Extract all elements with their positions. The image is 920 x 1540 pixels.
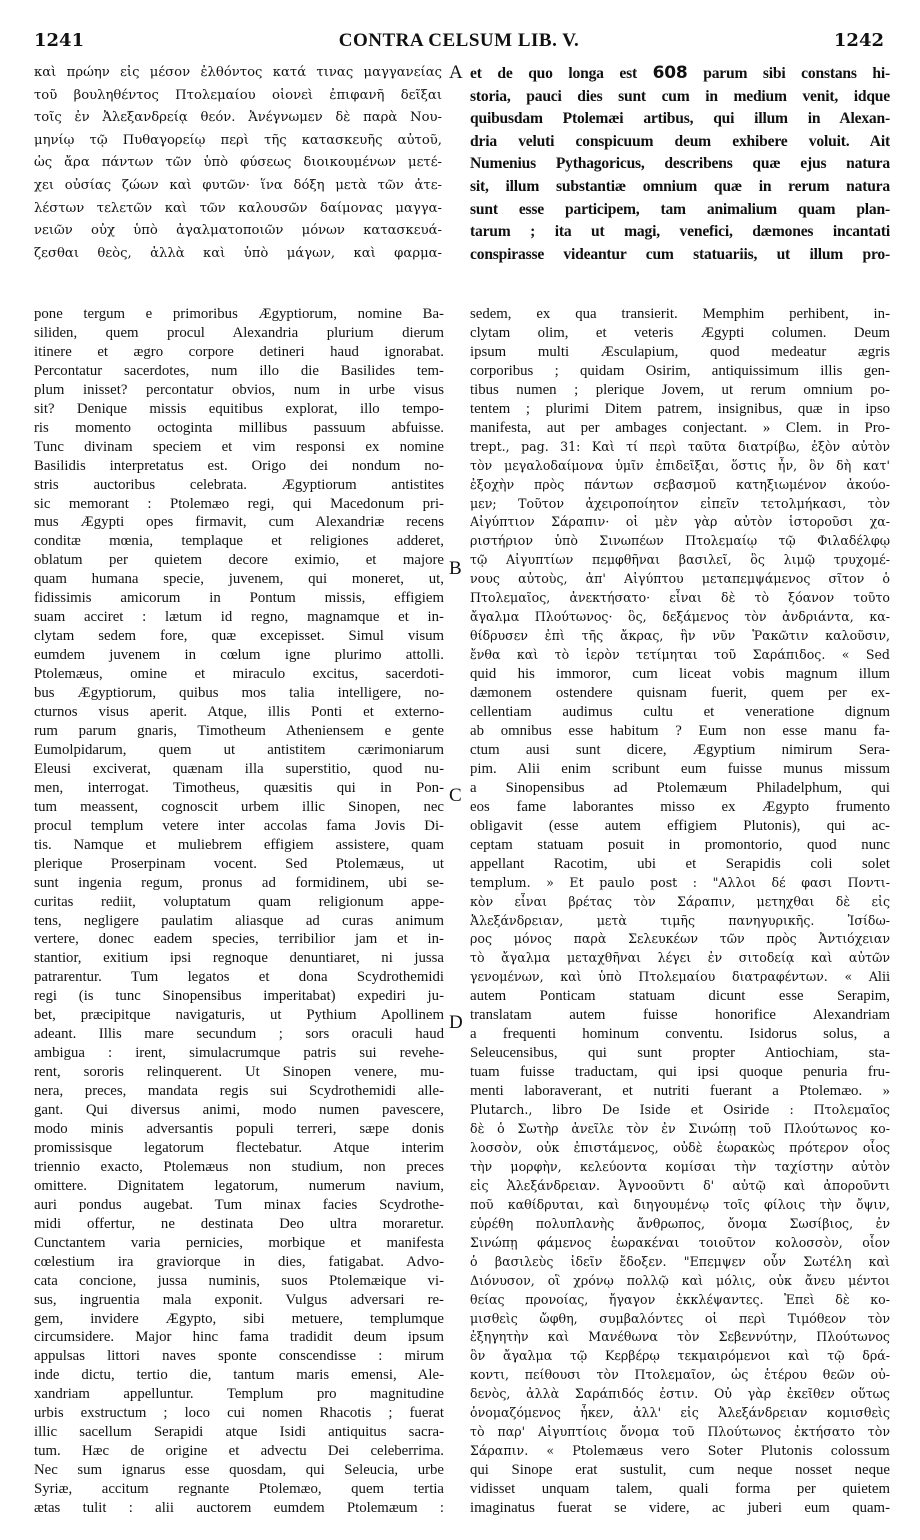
greek-line: τοῦ βουληθέντος Πτολεμαίου οἱονεὶ ἐπιφανῆ δεῖξαι <box>34 87 442 103</box>
latin-line-start: et de quo longa est <box>470 65 638 82</box>
note-line: adeant. Illis mare secundum ; sors oraculi haud <box>34 1026 444 1043</box>
latin-line: quibusdam Ptolemæi artibus, qui illum in Alexan- <box>470 110 890 128</box>
note-line: tibus numen ; plerique Jovem, ut rerum omnium po- <box>470 381 890 398</box>
note-line: patrarentur. Tum legatos et dona Scydrothemidi <box>34 969 444 986</box>
note-line: μεν; Τοῦτον ἀχειροποίητον εἰπεῖν τετολμήκασι, τὸν <box>470 495 890 511</box>
note-line: bet, præcipitque navigaturis, ut Pythium Apollinem <box>34 1007 444 1024</box>
note-line: stantior, exitium ipsi regnoque denuntiaret, ni jussa <box>34 950 444 967</box>
note-line: itinere et ægro corpore detineri haud ignorabat. <box>34 343 444 360</box>
note-line: cata concione, jussa numinis, suos Ptolemæique vi- <box>34 1272 444 1289</box>
running-title: CONTRA CELSUM LIB. V. <box>338 30 580 51</box>
margin-letter-b: B <box>449 558 462 579</box>
note-line: λοσσὸν, οὐκ ἐπιστάμενος, οὐδὲ ἑωρακὼς πρότερον οἷος <box>470 1139 890 1155</box>
note-line: urbis exstructum ; loco cui nomen Rhacotis ; fuerat <box>34 1405 444 1422</box>
note-line: mus Ægypti opes firmavit, cum Alexandriæ recens <box>34 514 444 531</box>
note-line: promissisque legatorum flectebatur. Atque interim <box>34 1139 444 1156</box>
note-line: ab omnibus esse habitum ? Eum non esse manu fa- <box>470 722 890 739</box>
latin-line: tarum ; ita ut magi, venefici, dæmones incantati <box>470 223 890 241</box>
note-line: ætas tulit : alii auctorem eumdem Ptolemæum : <box>34 1500 444 1517</box>
note-line: stris auctoribus celebrata. Ægyptiorum antistites <box>34 476 444 493</box>
latin-line: sit, illum substantiæ omnium quæ in rerum natura <box>470 177 890 195</box>
note-line: manifesta, aut per ambages conjectant. » Clem. in Pro- <box>470 419 890 436</box>
note-line: xandriam appelluntur. Templum pro magnitudine <box>34 1386 444 1403</box>
note-line: θίδρυσεν ἐπὶ τῆς ἄκρας, ἣν νῦν Ῥακῶτιν καλοῦσιν, <box>470 628 890 644</box>
latin-line-end: parum sibi constans hi- <box>703 65 890 82</box>
note-line: circumsidere. Major hinc fama tradidit deum ipsum <box>34 1329 444 1346</box>
column-number-badge: 608 <box>652 63 688 83</box>
note-line: cellentiam audimus cultu et veneratione dignum <box>470 704 890 721</box>
note-line: a frequenti hominum conventu. Isidorus solus, a <box>470 1026 890 1043</box>
greek-line: λέστων τελετῶν καὶ τῶν καλουσῶν δαίμονας μαγγα- <box>34 200 442 216</box>
note-line: translatam autem fuisse honorifice Alexandriam <box>470 1007 890 1024</box>
note-line: Σινώπῃ φάμενος ἑωρακέναι τοιοῦτον κολοσσὸν, οἷον <box>470 1234 890 1250</box>
latin-translation-column <box>470 62 890 266</box>
note-line: inde dictu, tertio die, tantum maris emensi, Ale- <box>34 1367 444 1384</box>
note-line: τῷ Αἰγυπτίων πεμφθῆναι βασιλεῖ, ὃς λιμῷ τρυχομέ- <box>470 552 890 568</box>
note-line: Seleucensibus, qui sunt propter Antiochiam, sta- <box>470 1045 890 1062</box>
note-line: τὸν μεγαλοδαίμονα ὑμῖν ἐπιδεῖξαι, ὅστις ἦν, ὃν δὴ κατ' <box>470 457 890 473</box>
note-line: Basilidis interpretatus est. Origo dei nondum no- <box>34 457 444 474</box>
note-line: κὸν εἶναι βρέτας τὸν Σάραπιν, μετηχθαι δὲ εἰς <box>470 893 890 909</box>
greek-line: καὶ πρώην εἰς μέσον ἐλθόντος κατά τινας μαγγανείας <box>34 65 442 80</box>
note-line: ris momento octoginta millibus passuum abfuisse. <box>34 419 444 436</box>
note-line: a Sinopensibus ad Ptolemæum Philadelphum, qui <box>470 779 890 796</box>
note-line: Σάραπιν. « Ptolemæus vero Soter Plutonis colossum <box>470 1443 890 1459</box>
note-line: Διόνυσον, οἳ χρόνῳ πολλῷ καὶ μόλις, οὐκ ἄνευ μέντοι <box>470 1272 890 1288</box>
note-line: cœlestium ira graviorque in dies, fatigabat. Advo- <box>34 1253 444 1270</box>
note-line: τὸ παρ' Αἰγυπτίοις ὄνομα τοῦ Πλούτωνος ἐκτήσατο τὸν <box>470 1424 890 1440</box>
note-line: gem, invidere Ægypto, sibi metuere, templumque <box>34 1310 444 1327</box>
note-line: Αἰγύπτιον Σάραπιν· οἱ μὲν γὰρ αὐτὸν ἱστοροῦσι χα- <box>470 514 890 530</box>
note-line: plum inisset? percontatur obvios, num in urbe visus <box>34 381 444 398</box>
note-line: μισθεὶς ὤφθη, συμβαλόντες οἱ περὶ Τιμόθεον τὸν <box>470 1310 890 1326</box>
note-line: appulsas littori naves sponte conscendisse : mirum <box>34 1348 444 1365</box>
greek-line: νειῶν οὐχ ὑπὸ ἀγαλματοποιῶν μόνων κατασκευά- <box>34 223 442 239</box>
note-line: εὑρέθη πολυπλανὴς ἄνθρωπος, ὄνομα Σωσίβιος, ἐν <box>470 1215 890 1231</box>
notes-right-column <box>470 305 890 1518</box>
note-line: regi (is tunc Sinopensibus imperitabat) expediri ju- <box>34 988 444 1005</box>
latin-line: dria veluti conspicuum deum exhibere voluit. Ait <box>470 132 890 150</box>
greek-text-column <box>34 62 442 265</box>
note-line: conditæ mœnia, templaque et religiones adderet, <box>34 533 444 550</box>
note-line: τὸ ἄγαλμα μεταχθῆναι λέγει ἐν σιτοδείᾳ καὶ αὐτῶν <box>470 950 890 966</box>
note-line: Nec sum ignarus esse quosdam, qui Seleucia, urbe <box>34 1462 444 1479</box>
latin-line: sunt esse participem, tam animalium quam plan- <box>470 200 890 218</box>
note-line: Ptolemæus, omine et miraculo excitus, sacerdoti- <box>34 666 444 683</box>
note-line: quam humana specie, juvenem, qui moneret, ut, <box>34 571 444 588</box>
note-line: θείας προνοίας, ἤγαγον ἐκκλέψαντες. Ἐπεὶ δὲ κο- <box>470 1291 890 1307</box>
note-line: γενομένων, καὶ ὑπὸ Πτολεμαίου διατραφέντων. « Alii <box>470 969 890 985</box>
note-line: trept., pag. 31: Καὶ τί περὶ ταῦτα διατρίβω, ἐξὸν αὐτὸν <box>470 438 890 454</box>
note-line: tis. Namque et muliebrem effigiem assistere, quam <box>34 836 444 853</box>
note-line: clytam olim, et veteris Ægypti columen. Deum <box>470 324 890 341</box>
note-line: siliden, quem procul Alexandria plurium dierum <box>34 324 444 341</box>
note-line: illic sacellum Serapidi atque Isidi antiquitus sacra- <box>34 1424 444 1441</box>
note-line: sedem, ex qua transierit. Memphim perhibent, in- <box>470 306 890 322</box>
note-line: qui Sinope erat sustulit, cum neque nosset neque <box>470 1462 890 1479</box>
note-line: gant. Qui diversus animi, modo numen pavescere, <box>34 1102 444 1119</box>
note-line: ceptam statuam posuit in promontorio, quod nunc <box>470 836 890 853</box>
note-line: tum meassent, cognoscit urbem illic Sinopen, nec <box>34 798 444 815</box>
latin-line: storia, pauci dies sunt cum in medium venit, idque <box>470 87 890 105</box>
note-line: ὃν ἄγαλμα τῷ Κερβέρῳ τεκμαιρόμενοι καὶ τῷ δρά- <box>470 1348 890 1364</box>
note-line: ambigua : irent, simulacrumque patris sui revehe- <box>34 1045 444 1062</box>
note-line: curitas rediit, voluptatum quam religionum appe- <box>34 893 444 910</box>
note-line: ὁ βασιλεὺς ἰδεῖν ἔδοξεν. "Επεμψεν οὖν Σωτέλη καὶ <box>470 1253 890 1269</box>
note-line: tentem ; plurimi Ditem patrem, insignibus, quæ in ipso <box>470 400 890 417</box>
greek-line: ὡς ἄρα πάντων τῶν ὑπὸ φύσεως διοικουμένων μετέ- <box>34 155 442 171</box>
note-line: sit? Denique missis equitibus explorat, illo tempo- <box>34 400 444 417</box>
note-line: nera, preces, mandata regis sui Scydrothemidi alle- <box>34 1083 444 1100</box>
note-line: imaginatus fuerat se videre, ac juberi eum quam- <box>470 1500 890 1517</box>
note-line: ἐξοχὴν πρὸς πάντων σεβασμοῦ κατηξιωμένον ἀκούο- <box>470 476 890 492</box>
note-line: tum. Hæc de origine et advectu Dei celeberrima. <box>34 1443 444 1460</box>
note-line: ρος μόνος παρὰ Σελευκέων τῶν πρὸς Ἀντιόχειαν <box>470 931 890 947</box>
note-line: sus, ingruentia mala exponit. Vulgus adversari re- <box>34 1291 444 1308</box>
note-line: plerique Proserpinam vocent. Sed Ptolemæus, ut <box>34 855 444 872</box>
note-line: Tunc divinam speciem et vim responsi ex nomine <box>34 438 444 455</box>
latin-line: conspirasse videantur cum statuariis, ut illum pro- <box>470 245 890 263</box>
note-line: corporibus ; quidam Osirim, antiquissimum illis gen- <box>470 362 890 379</box>
latin-line: Numenius Pythagoricus, describens quæ ejus natura <box>470 155 890 173</box>
note-line: oblatum per quietem decore eximio, et majore <box>34 552 444 569</box>
note-line: modo minis adversantis populi terreri, sæpe donis <box>34 1120 444 1137</box>
note-line: ἐξηγητὴν καὶ Μανέθωνα τὸν Σεβεννύτην, Πλούτωνος <box>470 1329 890 1345</box>
note-line: ποῦ καθίδρυται, καὶ διηγουμένῳ τοῖς φίλοις τὴν ὄψιν, <box>470 1196 890 1212</box>
note-line: vidisset unquam talem, quali forma per quietem <box>470 1481 890 1498</box>
note-line: ctum ausi sunt dicere, Ægyptium nimirum Sera- <box>470 741 890 758</box>
page-number-left: 1241 <box>34 30 85 51</box>
note-line: pim. Alii enim scribunt eum fuisse munus missum <box>470 760 890 777</box>
latin-lines <box>470 86 890 267</box>
note-line: νους αὐτοὺς, ἀπ' Αἰγύπτου μεταπεμψάμενος σῖτον ὁ <box>470 571 890 587</box>
note-line: ριστήριον ὑπὸ Σινωπέων Πτολεμαίῳ τῷ Φιλαδέλφῳ <box>470 533 890 549</box>
note-line: templum. » Et paulo post : "Αλλοι δέ φασι Ποντι- <box>470 874 890 890</box>
greek-line: μηνίῳ τῷ Πυθαγορείῳ περὶ τῆς κατασκευῆς αὐτοῦ, <box>34 132 442 148</box>
note-line: triennio exacto, Ptolemæus non studium, non preces <box>34 1158 444 1175</box>
note-line: Percontatur sacerdotes, num illo die Basilides tem- <box>34 362 444 379</box>
greek-line: τοῖς ἐν Ἀλεξανδρείᾳ θεόν. Ἀνέγνωμεν δὲ παρὰ Νου- <box>34 110 442 126</box>
note-line: ipsum multi Æsculapium, quod medeatur ægris <box>470 343 890 360</box>
note-line: κοντι, πείθουσι τὸν Πτολεμαῖον, ὡς ἑτέρου θεῶν οὐ- <box>470 1367 890 1383</box>
note-line: sic memorant : Ptolemæo regi, qui Macedonum pri- <box>34 495 444 512</box>
note-line: auri pondus augebat. Tum minax facies Scydrothe- <box>34 1196 444 1213</box>
note-line: τὴν μορφὴν, κελεύοντα κομίσαι τὴν ταχίστην αὐτὸν <box>470 1158 890 1174</box>
note-line: omittere. Dignitatem legatorum, numerum navium, <box>34 1177 444 1194</box>
note-line: pone tergum e primoribus Ægyptiorum, nomine Ba- <box>34 306 444 322</box>
margin-letter-a: A <box>449 62 463 83</box>
note-line: Plutarch., libro De Iside et Osiride : Πτολεμαῖος <box>470 1102 890 1118</box>
note-line: rum parum gnaris, Timotheum Atheniensem e gente <box>34 722 444 739</box>
note-line: clytam sedem fore, quæ excepisset. Simul visum <box>34 628 444 645</box>
note-line: Syriæ, accitum regnante Ptolemæo, quem tertia <box>34 1481 444 1498</box>
greek-line: χει οὐσίας ζώων καὶ φυτῶν· ἵνα δόξη μετὰ τῶν ἀτε- <box>34 177 442 193</box>
note-line: autem Ponticam statuam dicunt esse Serapim, <box>470 988 890 1005</box>
note-line: eos fame laborantes misso ex Ægypto frumento <box>470 798 890 815</box>
greek-line: ζεσθαι θεὸς, ἀλλὰ καὶ ὑπὸ μάγων, καὶ φαρμα- <box>34 245 442 261</box>
note-line: Eumolpidarum, quem ut antistitem cærimoniarum <box>34 741 444 758</box>
note-line: appellant Racotim, ubi et Serapidis coli solet <box>470 855 890 872</box>
margin-letter-d: D <box>449 1012 463 1033</box>
note-line: δὲ ὁ Σωτὴρ ἀνεῖλε τὸν ἐν Σινώπῃ τοῦ Πλούτωνος κο- <box>470 1120 890 1136</box>
margin-letter-c: C <box>449 785 462 806</box>
note-line: obligavit (esse autem effigiem Plutonis), qui ac- <box>470 817 890 834</box>
note-line: δενὸς, ἀλλὰ Σαράπιδός ἐστιν. Οὐ γὰρ ἐκεῖθεν οὕτως <box>470 1386 890 1402</box>
latin-line <box>470 62 890 86</box>
note-line: ἔνθα καὶ τὸ ἱερὸν τετίμηται τοῦ Σαράπιδος. « Sed <box>470 647 890 663</box>
note-line: tuam fuisse traductam, qui ipsi quoque penuria fru- <box>470 1064 890 1081</box>
note-line: Πτολεμαῖος, ἀνεκτήσατο· εἶναι δὲ τὸ ξόανον τοῦτο <box>470 590 890 606</box>
note-line: quid his immoror, cum liceat vobis magnum illum <box>470 666 890 683</box>
note-line: εἰς Ἀλεξάνδρειαν. Ἀγνοοῦντι δ' αὐτῷ καὶ ἀποροῦντι <box>470 1177 890 1193</box>
note-line: dæmonem ostendere quisnam fuerit, quem per ex- <box>470 685 890 702</box>
note-line: ὀνομαζόμενος ἧκεν, ἀλλ' εἰς Ἀλεξάνδρειαν κομισθεὶς <box>470 1405 890 1421</box>
note-line: rent, sororis relinquerent. Ut Sinopen venere, mu- <box>34 1064 444 1081</box>
page-number-right: 1242 <box>833 30 884 51</box>
note-line: suam acciret : lætum id regno, magnamque et in- <box>34 609 444 626</box>
note-line: Eleusi exciverat, quænam illa superstitio, quod nu- <box>34 760 444 777</box>
notes-left-column <box>34 305 444 1518</box>
note-line: Ἀλεξάνδρειαν, μετὰ τιμῆς πανηγυρικῆς. Ἰσίδω- <box>470 912 890 928</box>
note-line: tens, negligere paulatim aliasque ad curas animum <box>34 912 444 929</box>
note-line: fidissimis amicorum in Pontum missis, effigiem <box>34 590 444 607</box>
note-line: sunt ingenia regum, pronus ad formidinem, ubi se- <box>34 874 444 891</box>
note-line: Cunctantem varia pernicies, morbique et manifesta <box>34 1234 444 1251</box>
note-line: eumdem juvenem in cœlum igne plurimo attolli. <box>34 647 444 664</box>
note-line: ἄγαλμα Πλούτωνος· ὃς, δεξάμενος τὸν ἀνδριάντα, κα- <box>470 609 890 625</box>
note-line: vertere, donec eadem species, terribilior jam et in- <box>34 931 444 948</box>
note-line: menti laboraverant, et nutriti fuerant a Ptolemæo. » <box>470 1083 890 1100</box>
running-header <box>34 30 884 56</box>
note-line: men, interrogat. Timotheus, quæsitis qui in Pon- <box>34 779 444 796</box>
note-line: cturnos visus aperit. Atque, illis Ponti et externo- <box>34 704 444 721</box>
note-line: midi offertur, ne destinata Deo ultra moraretur. <box>34 1215 444 1232</box>
note-line: procul templum vetere inter accolas fama Jovis Di- <box>34 817 444 834</box>
note-line: bus Ægyptiorum, quibus mos talia intelligere, no- <box>34 685 444 702</box>
